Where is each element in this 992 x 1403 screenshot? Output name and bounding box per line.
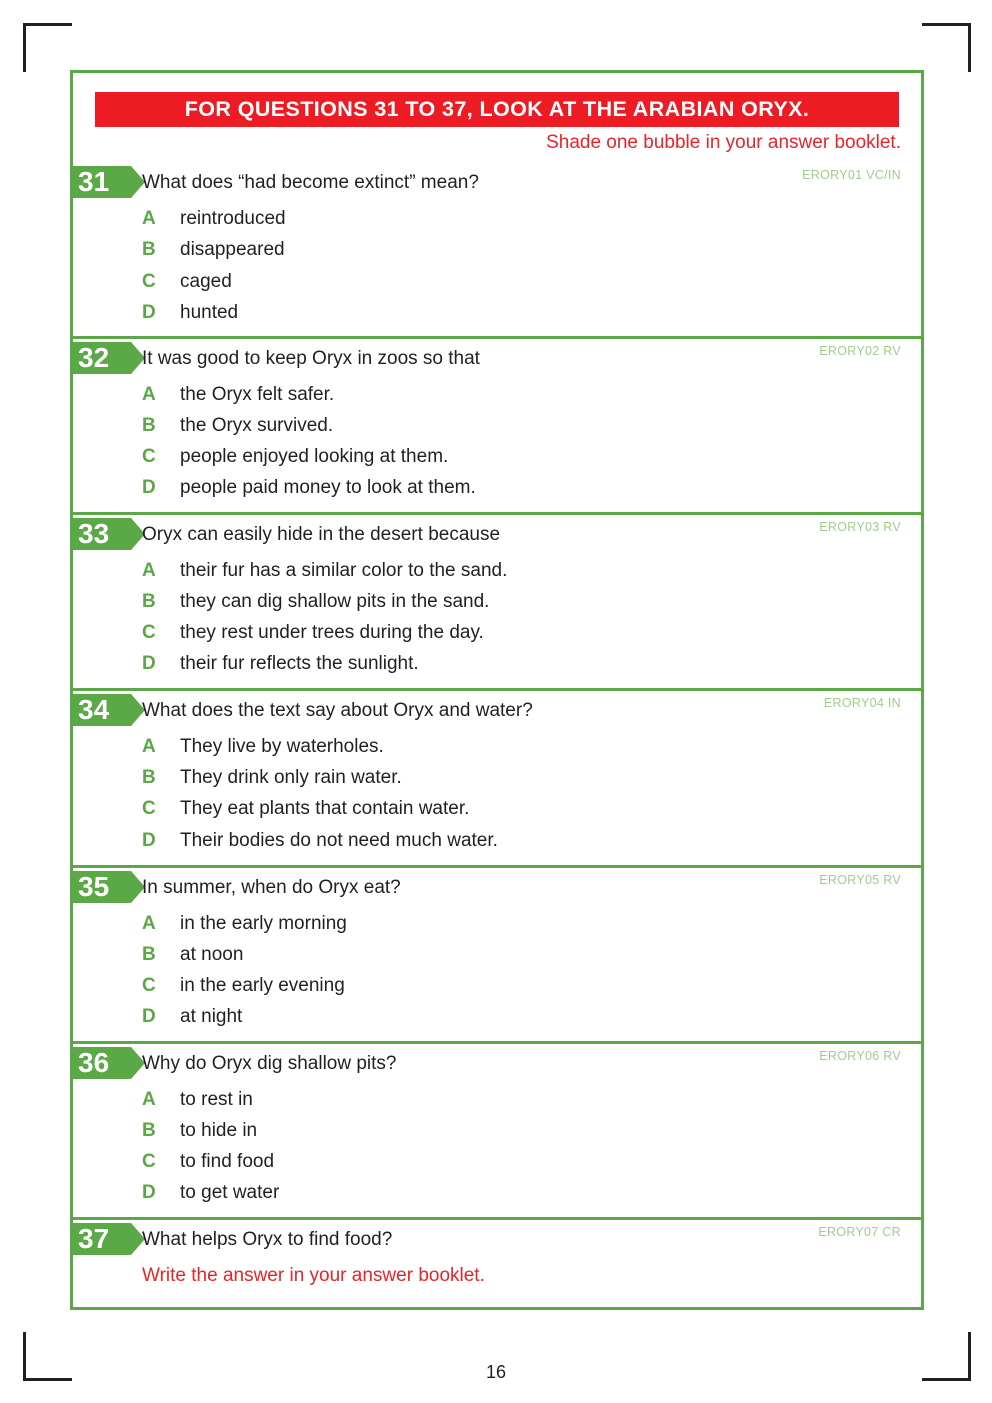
question-text: Why do Oryx dig shallow pits? xyxy=(142,1053,397,1074)
option-text: to hide in xyxy=(180,1120,258,1141)
option-text: They eat plants that contain water. xyxy=(180,798,470,819)
question-31 xyxy=(73,146,921,339)
question-number: 37 xyxy=(73,1223,131,1255)
question-37 xyxy=(73,1220,921,1304)
option-text: at noon xyxy=(180,944,244,965)
option-text: people enjoyed looking at them. xyxy=(180,446,449,467)
question-text: It was good to keep Oryx in zoos so that xyxy=(142,348,480,369)
question-number: 32 xyxy=(73,342,131,374)
question-34 xyxy=(73,691,921,868)
option-text: caged xyxy=(180,271,232,292)
item-code: ERORY06 RV xyxy=(819,1049,901,1063)
option-text: the Oryx survived. xyxy=(180,415,334,436)
item-code: ERORY02 RV xyxy=(819,344,901,358)
option-text: They live by waterholes. xyxy=(180,736,384,757)
question-number: 36 xyxy=(73,1047,131,1079)
option-text: their fur has a similar color to the sand. xyxy=(180,560,508,581)
question-number: 31 xyxy=(73,166,131,198)
option-letter: B xyxy=(142,591,156,612)
option-text: Their bodies do not need much water. xyxy=(180,830,498,851)
question-text: In summer, when do Oryx eat? xyxy=(142,877,401,898)
option-text: the Oryx felt safer. xyxy=(180,384,335,405)
option-text: their fur reflects the sunlight. xyxy=(180,653,419,674)
option-letter: A xyxy=(142,560,156,581)
option-text: in the early morning xyxy=(180,913,347,934)
option-letter: B xyxy=(142,415,156,436)
option-letter: A xyxy=(142,736,156,757)
question-frame xyxy=(70,70,924,1310)
item-code: ERORY03 RV xyxy=(819,520,901,534)
option-letter: D xyxy=(142,830,156,851)
option-letter: D xyxy=(142,1182,156,1203)
option-letter: C xyxy=(142,1151,156,1172)
option-letter: D xyxy=(142,653,156,674)
option-letter: D xyxy=(142,1006,156,1027)
option-letter: A xyxy=(142,384,156,405)
question-text: Oryx can easily hide in the desert because xyxy=(142,524,501,545)
option-text: reintroduced xyxy=(180,208,286,229)
option-text: hunted xyxy=(180,302,239,323)
option-letter: B xyxy=(142,1120,156,1141)
write-instruction: Write the answer in your answer booklet. xyxy=(142,1265,485,1286)
question-text: What does the text say about Oryx and water? xyxy=(142,700,533,721)
question-35 xyxy=(73,868,921,1044)
option-letter: B xyxy=(142,944,156,965)
item-code: ERORY04 IN xyxy=(823,696,901,710)
option-text: to find food xyxy=(180,1151,275,1172)
option-text: to get water xyxy=(180,1182,280,1203)
option-text: at night xyxy=(180,1006,243,1027)
crop-mark-top-left xyxy=(23,23,72,72)
option-letter: C xyxy=(142,975,156,996)
question-32 xyxy=(73,339,921,515)
question-number: 33 xyxy=(73,518,131,550)
page-number: 16 xyxy=(485,1362,507,1382)
section-banner: FOR QUESTIONS 31 TO 37, LOOK AT THE ARABIAN ORYX. xyxy=(95,92,899,127)
question-text: What does “had become extinct” mean? xyxy=(142,172,479,193)
option-text: to rest in xyxy=(180,1089,253,1110)
item-code: ERORY01 VC/IN xyxy=(802,168,901,182)
option-text: people paid money to look at them. xyxy=(180,477,476,498)
question-36 xyxy=(73,1044,921,1220)
question-number: 35 xyxy=(73,871,131,903)
item-code: ERORY05 RV xyxy=(819,873,901,887)
option-letter: C xyxy=(142,446,156,467)
option-letter: C xyxy=(142,271,156,292)
option-letter: D xyxy=(142,477,156,498)
option-text: They drink only rain water. xyxy=(180,767,402,788)
option-letter: B xyxy=(142,239,156,260)
option-text: disappeared xyxy=(180,239,285,260)
option-letter: A xyxy=(142,208,156,229)
crop-mark-top-right xyxy=(922,23,971,72)
option-text: they rest under trees during the day. xyxy=(180,622,484,643)
option-text: in the early evening xyxy=(180,975,345,996)
question-33 xyxy=(73,515,921,691)
option-letter: A xyxy=(142,1089,156,1110)
option-letter: C xyxy=(142,622,156,643)
question-number: 34 xyxy=(73,694,131,726)
option-text: they can dig shallow pits in the sand. xyxy=(180,591,490,612)
option-letter: C xyxy=(142,798,156,819)
option-letter: A xyxy=(142,913,156,934)
option-letter: B xyxy=(142,767,156,788)
shade-instruction: Shade one bubble in your answer booklet. xyxy=(546,132,901,153)
option-letter: D xyxy=(142,302,156,323)
question-text: What helps Oryx to find food? xyxy=(142,1229,393,1250)
item-code: ERORY07 CR xyxy=(818,1225,901,1239)
